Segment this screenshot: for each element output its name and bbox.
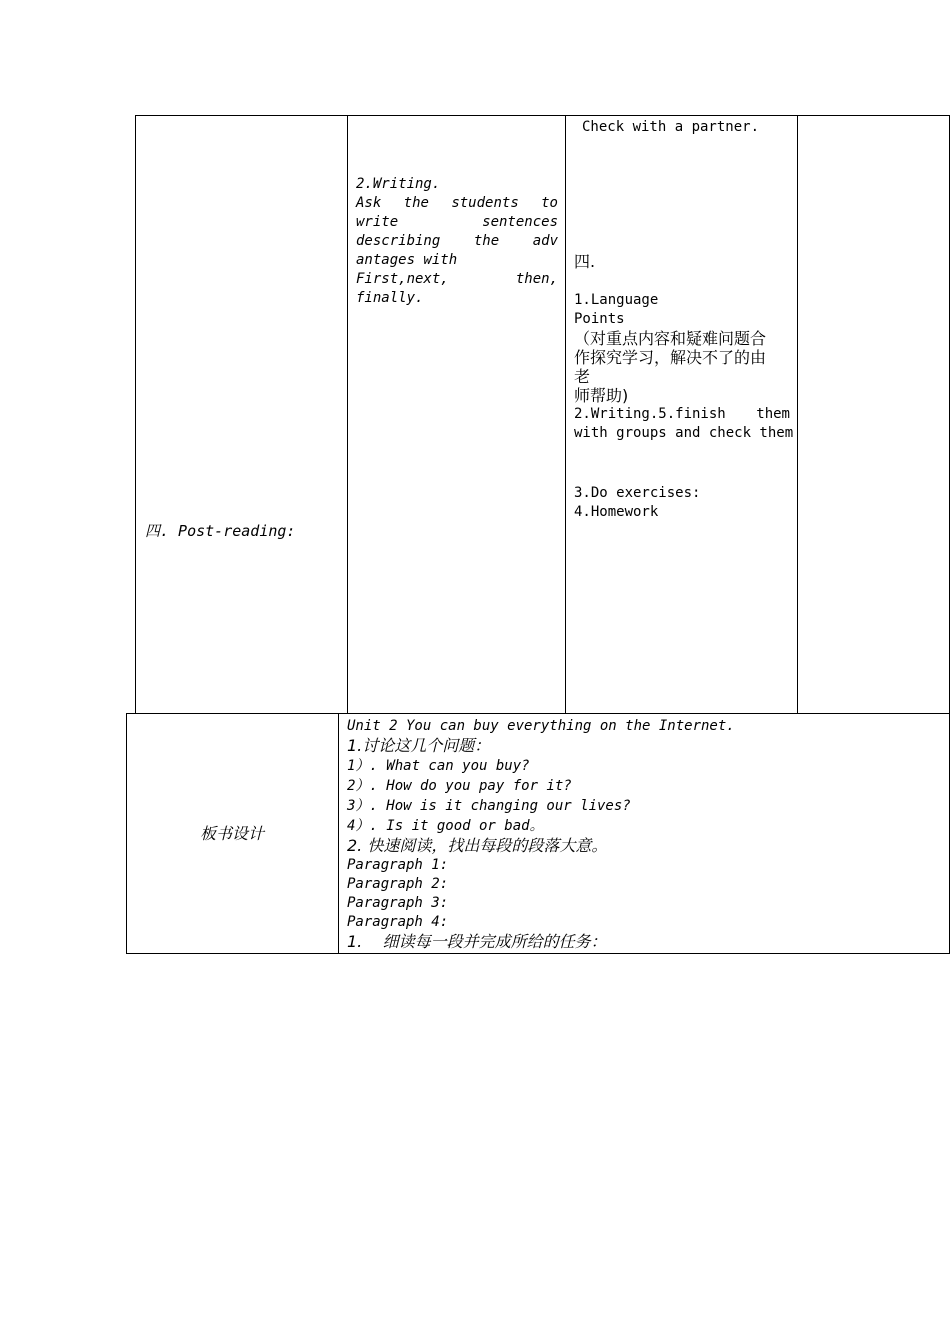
writing-task-line-1: 2.Writing.5.finish them: [574, 406, 790, 422]
upper-table-top-border: [135, 115, 950, 116]
upper-col-divider-2: [565, 115, 566, 714]
homework-line: 4.Homework: [574, 504, 659, 520]
language-points-line-2: Points: [574, 311, 625, 327]
writing-line-1: Ask the students to: [356, 195, 558, 211]
writing-title: 2.Writing.: [356, 176, 441, 192]
writing-instructions: [356, 175, 558, 308]
note-line-4: 师帮助): [574, 386, 629, 405]
exercises-block: [574, 484, 700, 522]
board-content: [347, 716, 945, 951]
post-reading-label: [145, 522, 295, 541]
board-col-divider: [338, 713, 339, 954]
writing-task-line-2: with groups and check them: [574, 425, 794, 441]
board-design-label: 板书设计: [200, 824, 265, 843]
board-table-top-border: [126, 713, 950, 714]
question-3: 3）. How is it changing our lives?: [347, 798, 631, 814]
writing-line-6: finally.: [356, 290, 424, 306]
questions-heading: 1.讨论这几个问题：: [347, 736, 491, 755]
language-points-line-1: 1.Language: [574, 292, 659, 308]
board-table-left-border: [126, 713, 127, 954]
check-partner: Check with a partner.: [582, 119, 760, 135]
writing-line-3: describing the adv: [356, 233, 558, 249]
question-2: 2）. How do you pay for it?: [347, 778, 572, 794]
upper-col-divider-1: [347, 115, 348, 714]
upper-col-divider-3: [797, 115, 798, 714]
upper-table-left-border: [135, 115, 136, 714]
paragraph-4: Paragraph 4:: [347, 914, 449, 930]
writing-line-2: write sentences: [356, 214, 558, 230]
writing-line-4: antages with: [356, 252, 458, 268]
note-line-2: 作探究学习，解决不了的由: [574, 348, 767, 367]
question-1: 1）. What can you buy?: [347, 758, 530, 774]
fast-reading-task: 2. 快速阅读，找出每段的段落大意。: [347, 836, 608, 855]
question-4: 4）. Is it good or bad。: [347, 818, 544, 834]
paragraph-3: Paragraph 3:: [347, 895, 449, 911]
note-line-1: （对重点内容和疑难问题合: [574, 329, 767, 348]
paragraph-2: Paragraph 2:: [347, 876, 449, 892]
writing-line-5: First,next, then,: [356, 271, 558, 287]
detail-reading-task: 1. 细读每一段并完成所给的任务：: [347, 932, 607, 951]
exercises-line: 3.Do exercises:: [574, 485, 701, 501]
section-heading: 四.: [574, 252, 596, 271]
language-points-block: [574, 291, 794, 443]
board-table-bottom-border: [126, 953, 950, 954]
note-line-3: 老: [574, 367, 591, 386]
post-reading-text: 四. Post-reading:: [145, 522, 296, 540]
paragraph-1: Paragraph 1:: [347, 857, 449, 873]
unit-title: Unit 2 You can buy everything on the Internet.: [347, 718, 735, 734]
